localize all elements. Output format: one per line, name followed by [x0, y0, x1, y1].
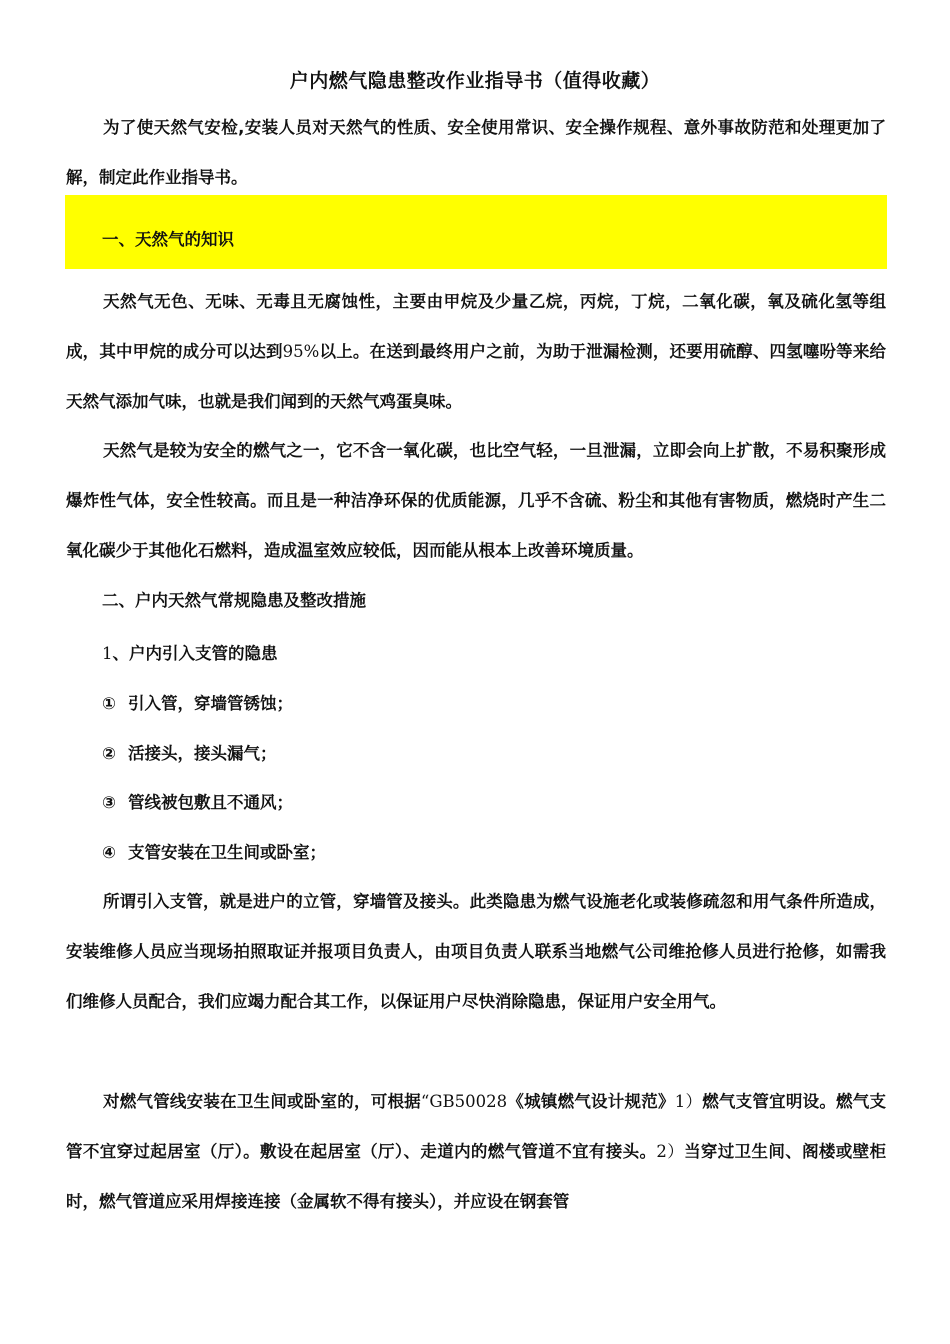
- section-2-paragraph-2: [66, 1077, 886, 1227]
- list-item: [102, 841, 326, 865]
- section-2-paragraph-2-d: 当穿过卫生间、阁楼或壁柜时，燃气管道应采用焊接连接（金属软不得有接头），并应设在钢套管: [66, 1142, 887, 1211]
- section-1-paragraph-1: [66, 277, 886, 427]
- methane-percentage: 95%: [282, 342, 320, 361]
- clause-number-1: 1）: [674, 1092, 703, 1111]
- section-1-heading: 一、天然气的知识: [102, 230, 234, 249]
- section-2-paragraph-2-c: 燃气支管宜明设。燃气支管不宜穿过起居室（厅）。敷设在起居室（厅）、走道内的燃气管道不宜有接头。: [66, 1092, 887, 1161]
- section-2-paragraph-1: 所谓引入支管，就是进户的立管，穿墙管及接头。此类隐患为燃气设施老化或装修疏忽和用气条件所造成，安装维修人员应当现场拍照取证并报项目负责人，由项目负责人联系当地燃气公司维抢修人员进行抢修，如需我们维修人员配合，我们应竭力配合其工作，以保证用户尽快消除隐患，保证用户安全用气。: [66, 892, 886, 1011]
- section-1-paragraph-1-b: 以上。在送到最终用户之前，为助于泄漏检测，还要用硫醇、四氢噻吩等来给天然气添加气味，也就是我们闻到的天然气鸡蛋臭味。: [66, 342, 887, 411]
- list-item-text: 活接头，接头漏气；: [128, 744, 277, 763]
- list-item-text: 支管安装在卫生间或卧室；: [128, 843, 326, 862]
- subsection-1-title: 、户内引入支管的隐患: [112, 644, 278, 663]
- section-1-paragraph-1-a: 天然气无色、无味、无毒且无腐蚀性，主要由甲烷及少量乙烷，丙烷，丁烷，二氧化碳，氧及硫化氢等组成，其中甲烷的成分可以达到: [66, 292, 886, 361]
- clause-number-2: 2）: [656, 1142, 685, 1161]
- list-item: [102, 742, 277, 766]
- section-2-heading: 二、户内天然气常规隐患及整改措施: [102, 591, 366, 610]
- subsection-1-number: 1: [102, 644, 113, 663]
- subsection-1-heading: [102, 642, 278, 666]
- list-item-marker: ①: [102, 694, 116, 713]
- list-item-marker: ②: [102, 744, 116, 763]
- list-item-text: 管线被包敷且不通风；: [128, 793, 293, 812]
- section-2-paragraph-2-a: 对燃气管线安装在卫生间或卧室的，可根据: [103, 1092, 421, 1111]
- intro-paragraph: 为了使天然气安检,安装人员对天然气的性质、安全使用常识、安全操作规程、意外事故防范和处理更加了解，制定此作业指导书。: [66, 118, 886, 187]
- list-item-text: 引入管，穿墙管锈蚀；: [128, 694, 293, 713]
- standard-name: 《城镇燃气设计规范》: [507, 1092, 675, 1111]
- list-item-marker: ③: [102, 793, 116, 812]
- standard-code: “GB50028: [420, 1092, 508, 1111]
- document-title: 户内燃气隐患整改作业指导书（值得收藏）: [289, 70, 661, 92]
- list-item-marker: ④: [102, 843, 116, 862]
- list-item: [102, 692, 293, 716]
- section-1-paragraph-2: 天然气是较为安全的燃气之一，它不含一氧化碳，也比空气轻，一旦泄漏，立即会向上扩散，不易积聚形成爆炸性气体，安全性较高。而且是一种洁净环保的优质能源，几乎不含硫、粉尘和其他有害物质，燃烧时产生二氧化碳少于其他化石燃料，造成温室效应较低，因而能从根本上改善环境质量。: [66, 441, 886, 560]
- list-item: [102, 791, 293, 815]
- highlighted-section-heading: [65, 195, 887, 269]
